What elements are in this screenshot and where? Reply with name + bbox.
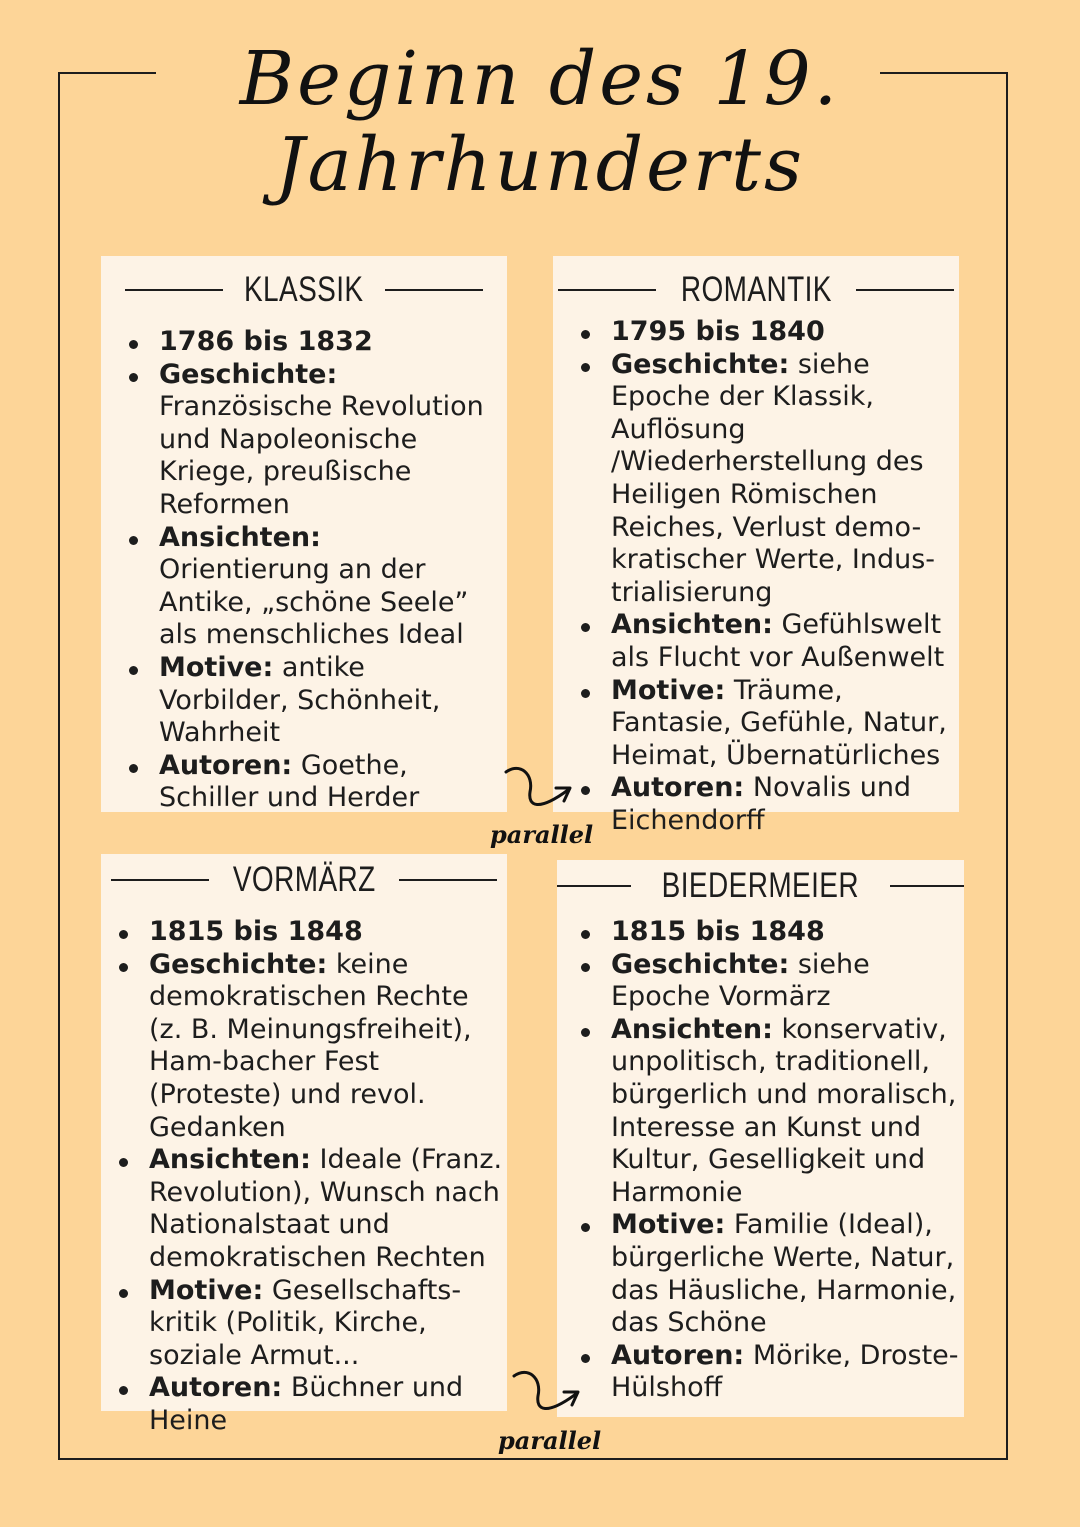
bullet-list <box>119 916 507 1438</box>
parallel-label: parallel <box>490 820 594 849</box>
card-romantik <box>553 256 959 836</box>
list-item: Autoren: Büchner und Heine <box>119 1372 507 1437</box>
card-header <box>101 860 507 900</box>
list-item: 1815 bis 1848 <box>119 916 507 949</box>
card-header <box>553 270 959 310</box>
list-item: Geschichte: siehe Epoche Vormärz <box>581 949 961 1014</box>
parallel-label: parallel <box>498 1426 602 1455</box>
card-vormaerz <box>101 854 507 1436</box>
card-header <box>101 270 507 310</box>
header-rule <box>557 885 631 887</box>
header-rule <box>856 289 954 291</box>
title-line-2: Jahrhunderts <box>274 122 806 208</box>
list-item: Autoren: Novalis und Eichendorff <box>581 772 953 837</box>
card-header <box>557 866 964 906</box>
list-item: Geschichte: siehe Epoche der Klassik, Auflösung /Wiederherstellung des Heiligen Römischen Reiches, Verlust demo-kratischer Werte, Indus-trialisierung <box>581 349 953 610</box>
list-item: Motive: Träume, Fantasie, Gefühle, Natur, Heimat, Übernatürliches <box>581 675 953 773</box>
header-rule <box>558 289 656 291</box>
header-rule <box>890 885 964 887</box>
card-title: VORMÄRZ <box>232 860 376 899</box>
list-item: Motive: antike Vorbilder, Schönheit, Wahrheit <box>129 652 499 750</box>
card-klassik <box>101 256 507 812</box>
list-item: Motive: Gesellschafts-kritik (Politik, Kirche, soziale Armut... <box>119 1275 507 1373</box>
frame-right <box>1006 72 1008 1460</box>
bullet-list <box>129 326 499 815</box>
bullet-list <box>581 916 961 1405</box>
list-item: 1815 bis 1848 <box>581 916 961 949</box>
header-rule <box>399 879 497 881</box>
bullet-list <box>581 316 953 838</box>
list-item: Geschichte: Französische Revolution und Napoleonische Kriege, preußische Reformen <box>129 359 499 522</box>
list-item: 1786 bis 1832 <box>129 326 499 359</box>
page-title <box>0 36 1080 208</box>
frame-left <box>58 72 60 1460</box>
list-item: Ansichten: Ideale (Franz. Revolution), Wunsch nach Nationalstaat und demokratischen Rechten <box>119 1144 507 1274</box>
header-rule <box>385 289 483 291</box>
list-item: Autoren: Goethe, Schiller und Herder <box>129 750 499 815</box>
card-title: KLASSIK <box>244 270 364 309</box>
card-title: BIEDERMEIER <box>661 866 860 905</box>
header-rule <box>125 289 223 291</box>
list-item: Ansichten: konservativ, unpolitisch, traditionell, bürgerlich und moralisch, Interesse an Kunst und Kultur, Geselligkeit und Harmonie <box>581 1014 961 1210</box>
list-item: Ansichten: Gefühlswelt als Flucht vor Außenwelt <box>581 609 953 674</box>
list-item: Geschichte: keine demokratischen Rechte (z. B. Meinungsfreiheit), Ham-bacher Fest (Proteste) und revol. Gedanken <box>119 949 507 1145</box>
list-item: Ansichten: Orientierung an der Antike, „schöne Seele” als menschliches Ideal <box>129 522 499 652</box>
title-line-1: Beginn des 19. <box>239 36 841 122</box>
list-item: Motive: Familie (Ideal), bürgerliche Werte, Natur, das Häusliche, Harmonie, das Schöne <box>581 1209 961 1339</box>
card-biedermeier <box>557 860 964 1417</box>
header-rule <box>111 879 209 881</box>
list-item: 1795 bis 1840 <box>581 316 953 349</box>
list-item: Autoren: Mörike, Droste-Hülshoff <box>581 1340 961 1405</box>
frame-bottom <box>58 1458 1008 1460</box>
card-title: ROMANTIK <box>680 270 832 309</box>
curved-arrow-icon <box>506 1366 586 1426</box>
curved-arrow-icon <box>498 760 578 820</box>
